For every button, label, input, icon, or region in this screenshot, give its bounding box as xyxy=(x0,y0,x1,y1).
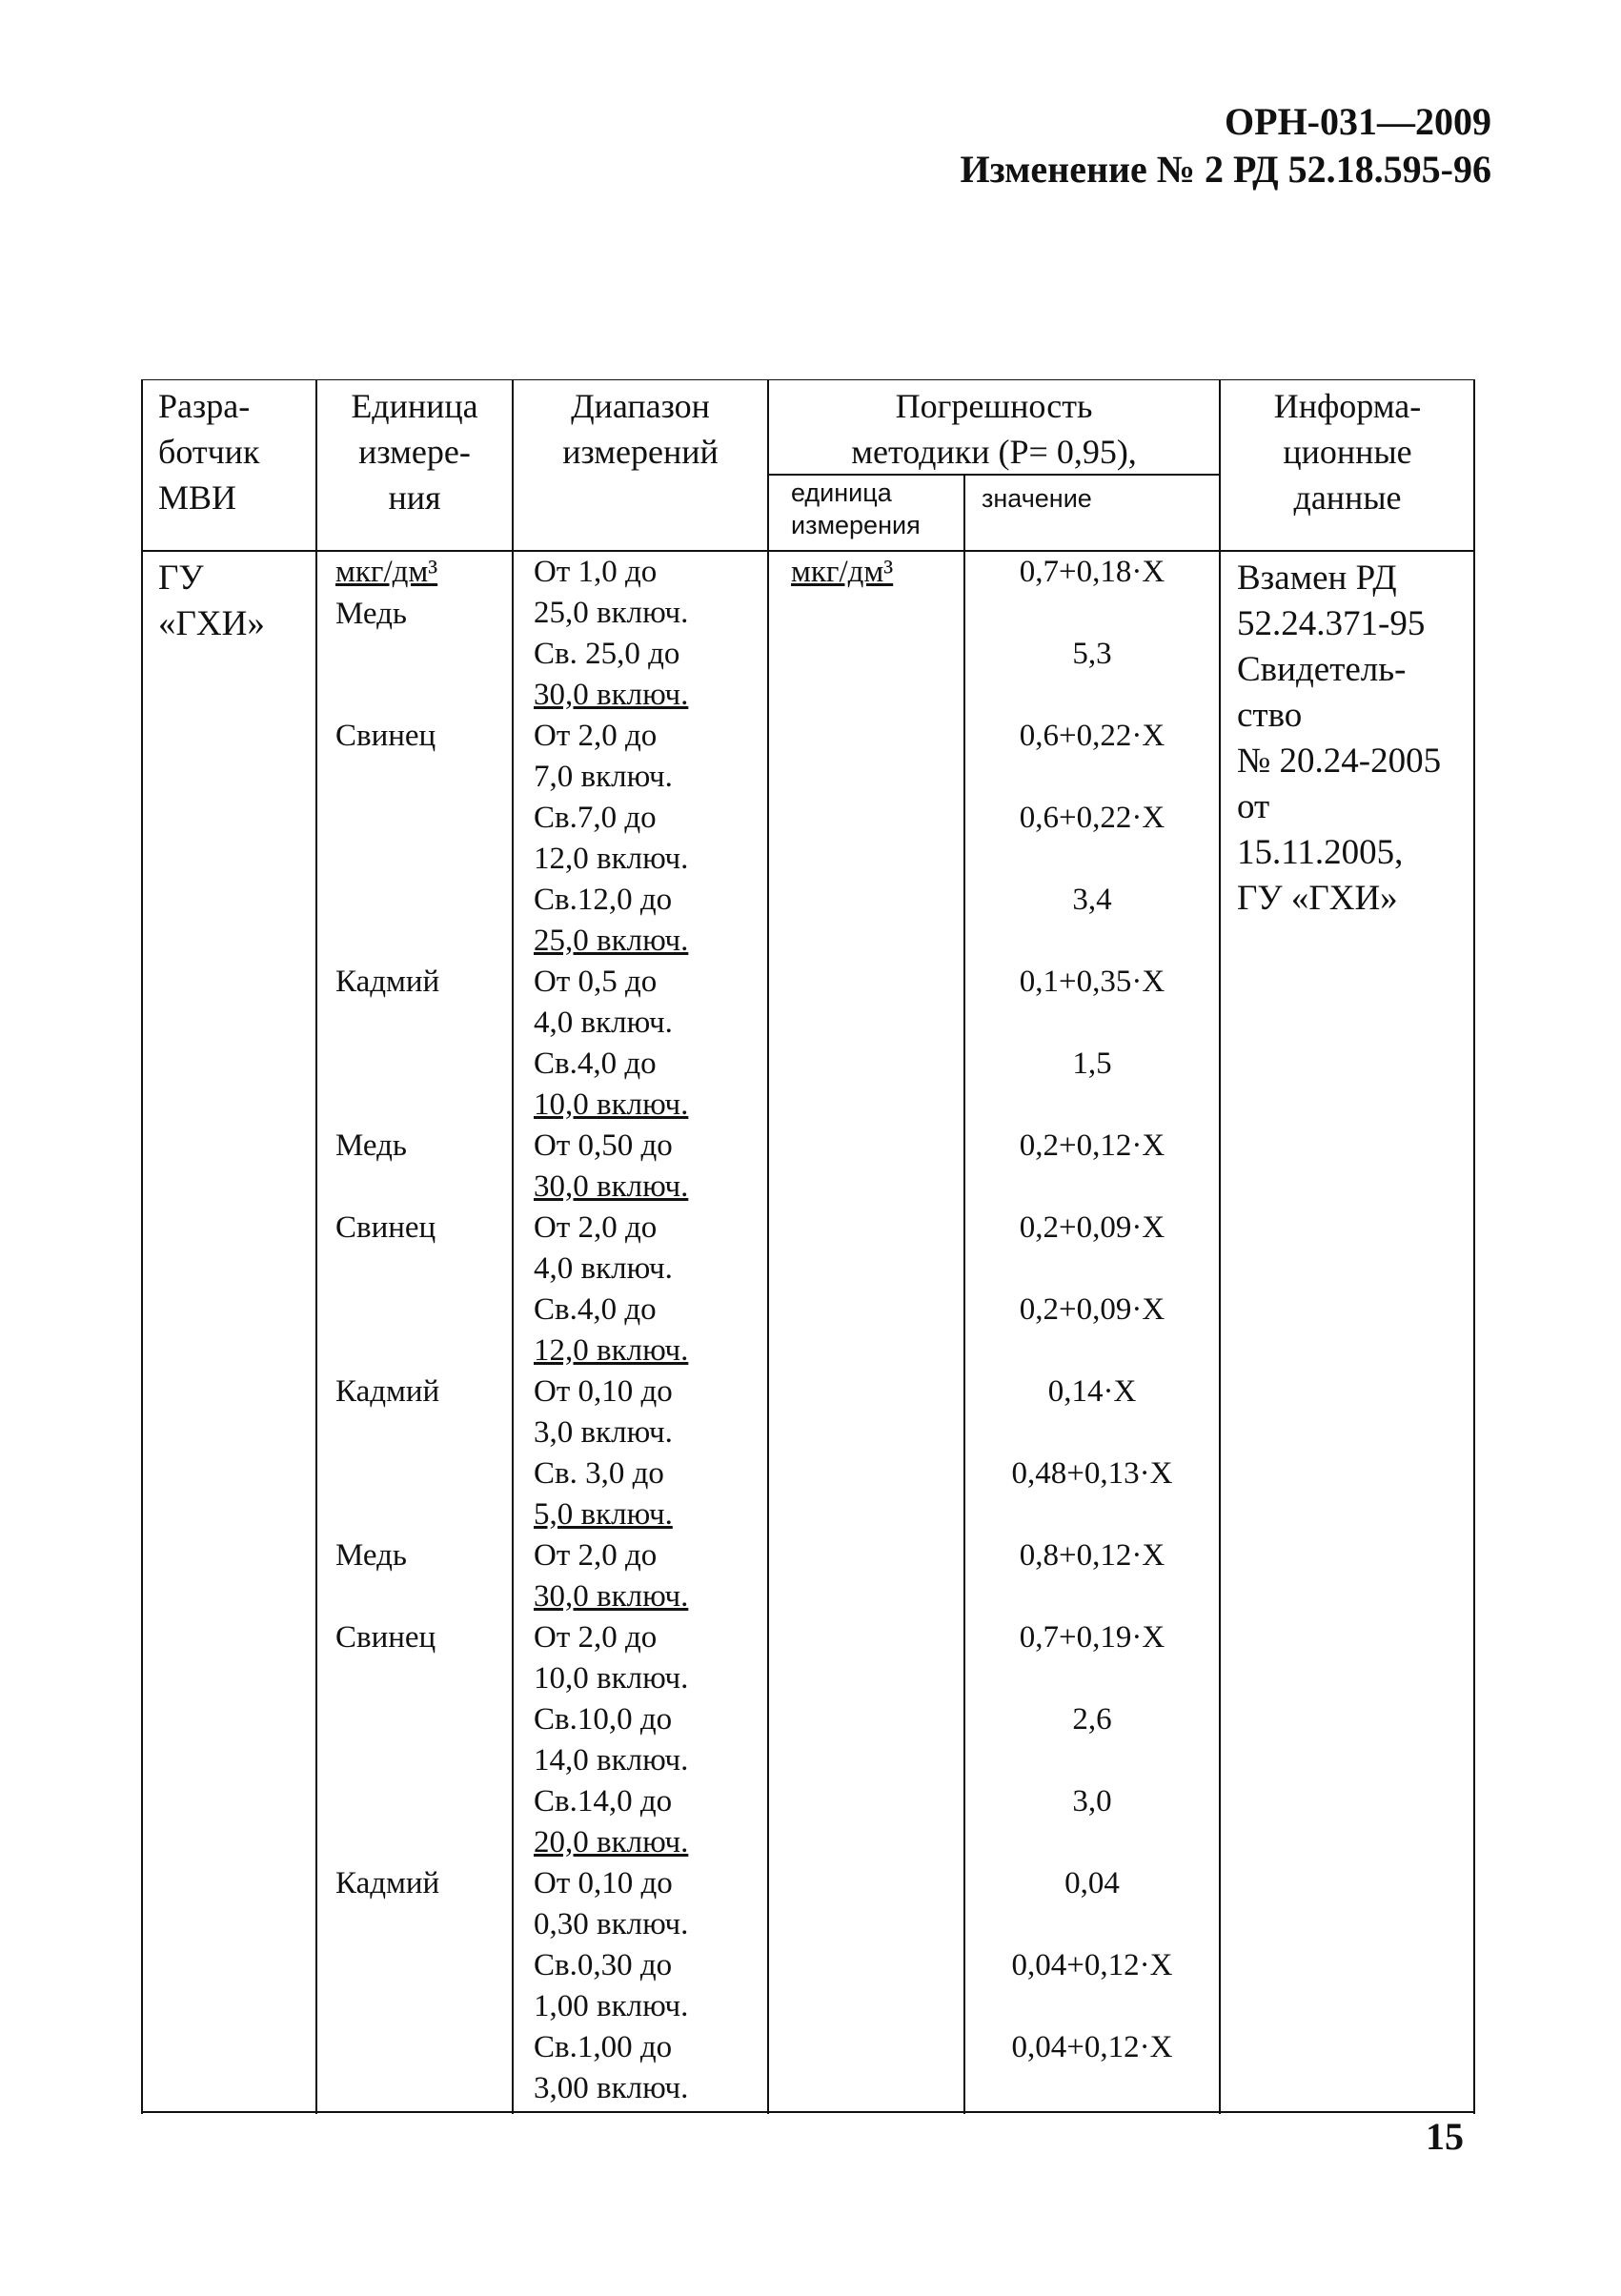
header-error-value: значение xyxy=(982,484,1092,513)
info-line-7: 15.11.2005, xyxy=(1237,833,1404,872)
range-cell: От 2,0 до xyxy=(534,719,658,753)
element-cell: Кадмий xyxy=(335,1866,440,1900)
error-value-cell: 0,04+0,12·X xyxy=(1011,1948,1173,1982)
range-cell: 5,0 включ. xyxy=(534,1497,673,1532)
range-cell: 7,0 включ. xyxy=(534,760,673,794)
header-unit-1: Единица xyxy=(351,387,478,425)
range-cell: 12,0 включ. xyxy=(534,1333,689,1368)
error-value-cell: 0,14·X xyxy=(1047,1374,1137,1409)
error-value-cell: 0,6+0,22·X xyxy=(1019,801,1165,835)
error-value-cell: 0,2+0,12·X xyxy=(1019,1128,1165,1163)
range-cell: 25,0 включ. xyxy=(534,924,689,958)
header-unit-2: измере- xyxy=(358,433,471,471)
error-unit-label: мкг/дм³ xyxy=(791,555,894,589)
header-error-unit-2: измерения xyxy=(791,511,921,539)
error-value-cell: 0,2+0,09·X xyxy=(1019,1210,1165,1245)
header-info-3: данные xyxy=(1293,478,1402,517)
range-cell: 4,0 включ. xyxy=(534,1006,673,1040)
range-cell: От 0,50 до xyxy=(534,1128,673,1163)
header-developer-2: ботчик xyxy=(158,433,260,471)
range-cell: 30,0 включ. xyxy=(534,678,689,712)
range-cell: 4,0 включ. xyxy=(534,1251,673,1286)
element-cell: Медь xyxy=(335,1128,407,1163)
header-info-1: Информа- xyxy=(1273,387,1422,425)
range-cell: От 2,0 до xyxy=(534,1620,658,1655)
range-cell: Св.12,0 до xyxy=(534,883,673,917)
range-cell: 30,0 включ. xyxy=(534,1579,689,1614)
error-value-cell: 5,3 xyxy=(1072,637,1112,671)
range-cell: 25,0 включ. xyxy=(534,596,689,630)
range-cell: Св. 3,0 до xyxy=(534,1456,664,1491)
range-cell: 30,0 включ. xyxy=(534,1169,689,1204)
range-cell: 10,0 включ. xyxy=(534,1087,689,1122)
error-value-cell: 0,2+0,09·X xyxy=(1019,1292,1165,1327)
header-developer-1: Разра- xyxy=(158,387,251,425)
error-value-cell: 1,5 xyxy=(1072,1046,1112,1081)
range-cell: Св.0,30 до xyxy=(534,1948,673,1982)
error-value-cell: 3,4 xyxy=(1072,883,1112,917)
info-line-6: от xyxy=(1237,787,1270,826)
element-cell: Медь xyxy=(335,1538,407,1573)
header-info-2: ционные xyxy=(1283,433,1412,471)
element-cell: Свинец xyxy=(335,1210,436,1245)
header-developer-3: МВИ xyxy=(158,478,237,517)
range-cell: Св.1,00 до xyxy=(534,2030,673,2064)
range-cell: 12,0 включ. xyxy=(534,842,689,876)
error-value-cell: 0,04+0,12·X xyxy=(1011,2030,1173,2064)
info-line-1: Взамен РД xyxy=(1237,559,1397,598)
error-value-cell: 2,6 xyxy=(1072,1702,1112,1737)
error-value-cell: 0,04 xyxy=(1064,1866,1120,1900)
range-cell: Св.10,0 до xyxy=(534,1702,673,1737)
range-cell: Св.7,0 до xyxy=(534,801,657,835)
range-cell: От 2,0 до xyxy=(534,1538,658,1573)
range-cell: 14,0 включ. xyxy=(534,1743,689,1778)
range-cell: От 2,0 до xyxy=(534,1210,658,1245)
range-cell: Св. 25,0 до xyxy=(534,637,680,671)
developer-name-1: ГУ xyxy=(158,559,204,598)
developer-name-2: «ГХИ» xyxy=(158,604,265,643)
range-cell: 10,0 включ. xyxy=(534,1661,689,1696)
element-cell: Медь xyxy=(335,597,407,631)
range-cell: От 1,0 до xyxy=(534,555,658,589)
header-unit-3: ния xyxy=(388,478,441,517)
error-value-cell: 0,6+0,22·X xyxy=(1019,719,1165,753)
header-error-1: Погрешность xyxy=(895,387,1093,425)
info-line-4: ство xyxy=(1237,696,1303,735)
error-value-cell: 0,8+0,12·X xyxy=(1019,1538,1165,1573)
range-cell: От 0,5 до xyxy=(534,965,658,999)
element-cell: Свинец xyxy=(335,719,436,753)
header-error-2: методики (Р= 0,95), xyxy=(851,433,1137,471)
error-value-cell: 3,0 xyxy=(1072,1784,1112,1819)
range-cell: 20,0 включ. xyxy=(534,1825,689,1859)
header-range-2: измерений xyxy=(562,433,719,471)
error-value-cell: 0,48+0,13·X xyxy=(1011,1456,1173,1491)
info-line-3: Свидетель- xyxy=(1237,650,1407,689)
document-code: ОРН-031—2009 xyxy=(1225,100,1491,143)
page-number: 15 xyxy=(1426,2115,1464,2158)
measurement-table xyxy=(141,379,1475,2114)
element-cell: Свинец xyxy=(335,1620,436,1655)
unit-label: мкг/дм³ xyxy=(335,555,438,589)
amendment-title: Изменение № 2 РД 52.18.595-96 xyxy=(960,148,1491,191)
range-cell: 0,30 включ. xyxy=(534,1907,689,1941)
info-line-5: № 20.24-2005 xyxy=(1237,742,1442,781)
error-value-cell: 0,1+0,35·X xyxy=(1019,965,1165,999)
info-line-2: 52.24.371-95 xyxy=(1237,604,1426,643)
range-cell: 3,00 включ. xyxy=(534,2071,689,2105)
info-line-8: ГУ «ГХИ» xyxy=(1237,879,1398,918)
element-cell: Кадмий xyxy=(335,965,440,999)
error-value-cell: 0,7+0,19·X xyxy=(1019,1620,1165,1655)
range-cell: От 0,10 до xyxy=(534,1374,673,1409)
element-cell: Кадмий xyxy=(335,1374,440,1409)
range-cell: Св.4,0 до xyxy=(534,1046,657,1081)
range-cell: Св.4,0 до xyxy=(534,1292,657,1327)
header-range-1: Диапазон xyxy=(571,387,710,425)
range-cell: Св.14,0 до xyxy=(534,1784,673,1819)
header-error-unit-1: единица xyxy=(791,478,892,507)
range-cell: 1,00 включ. xyxy=(534,1989,689,2023)
range-cell: От 0,10 до xyxy=(534,1866,673,1900)
range-cell: 3,0 включ. xyxy=(534,1415,673,1450)
error-value-cell: 0,7+0,18·X xyxy=(1019,555,1165,589)
